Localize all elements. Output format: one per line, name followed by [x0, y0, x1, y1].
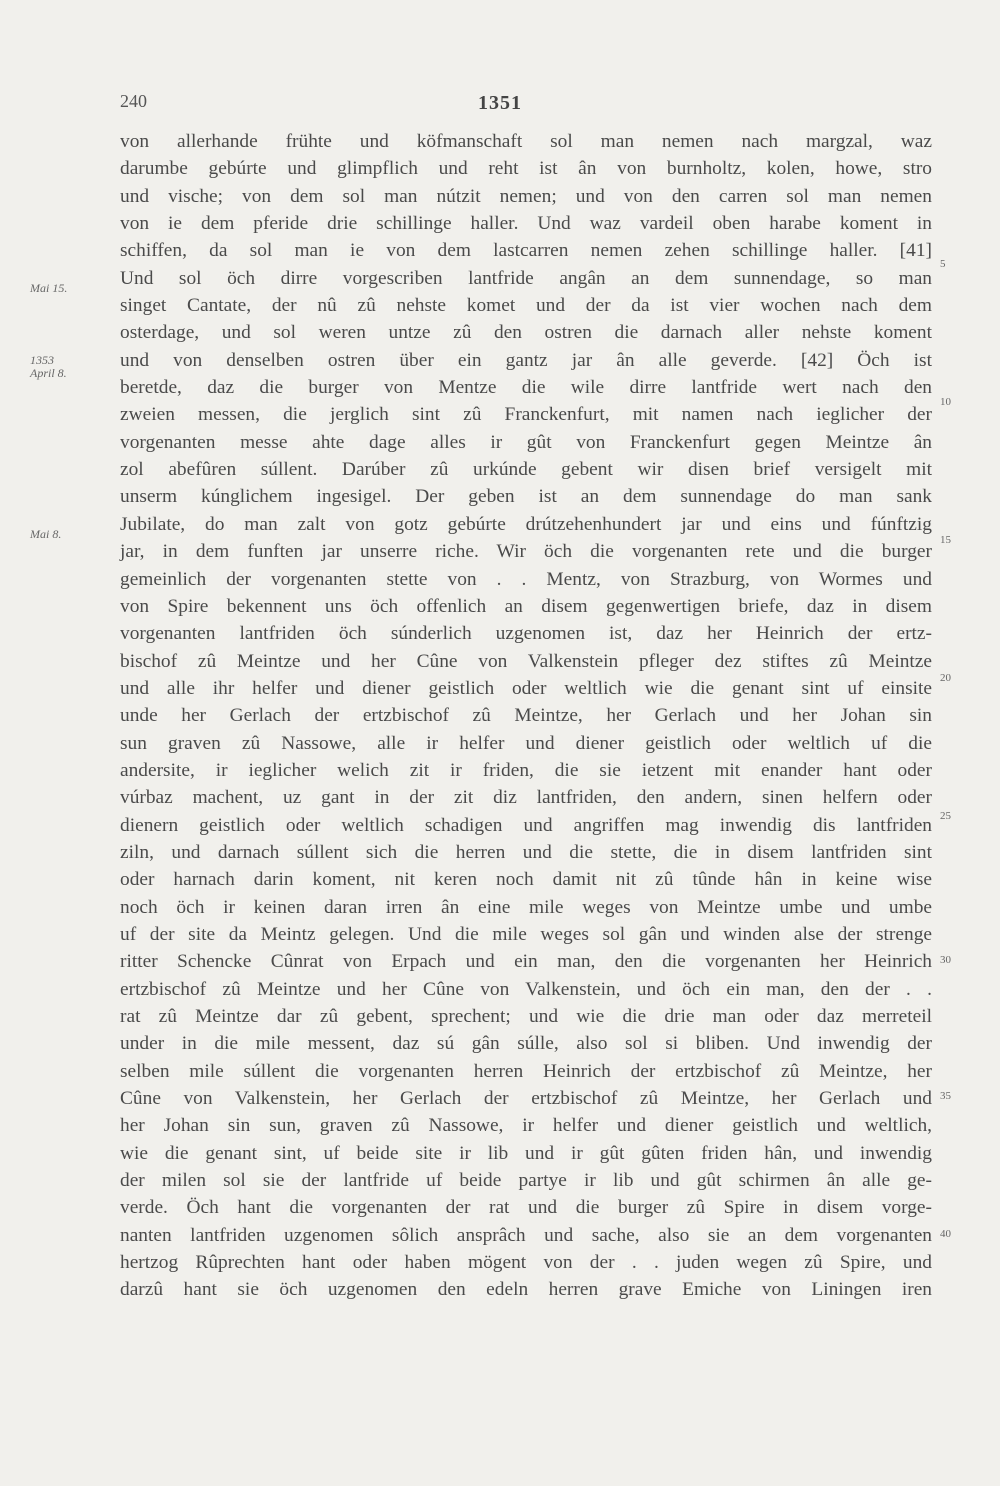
page-number: 240	[120, 91, 147, 111]
text-line: Cûne von Valkenstein, her Gerlach der ertzbischof zû Meintze, her Gerlach und	[120, 1088, 932, 1110]
line-number-10: 10	[940, 396, 951, 408]
text-line: vúrbaz machent, uz gant in der zit diz lantfriden, den andern, sinen helfern oder	[120, 787, 932, 809]
text-line: singet Cantate, der nû zû nehste komet und der da ist vier wochen nach dem	[120, 295, 932, 317]
text-line: und alle ihr helfer und diener geistlich oder weltlich wie die genant sint uf einsite	[120, 677, 932, 699]
text-line: vorgenanten messe ahte dage alles ir gût von Franckenfurt gegen Meintze ân	[120, 431, 932, 453]
text-line: der milen sol sie der lantfride uf beide partye ir lib und gût schirmen ân alle ge-	[120, 1170, 932, 1192]
text-line: zol abefûren súllent. Darúber zû urkúnde gebent wir disen brief versigelt mit	[120, 459, 932, 481]
text-line: ertzbischof zû Meintze und her Cûne von Valkenstein, und öch ein man, den der . .	[120, 978, 932, 1000]
text-line: sun graven zû Nassowe, alle ir helfer und diener geistlich oder weltlich uf die	[120, 732, 932, 754]
text-line: darumbe gebúrte und glimpflich und reht ist ân von burnholtz, kolen, howe, stro	[120, 158, 932, 180]
margin-date-year-1353: 1353	[30, 353, 54, 367]
text-line: hertzog Rûprechten hant oder haben mögent von der . . juden wegen zû Spire, und	[120, 1252, 932, 1274]
text-line: her Johan sin sun, graven zû Nassowe, ir helfer und diener geistlich und weltlich,	[120, 1115, 932, 1137]
text-line: oder harnach darin koment, nit keren noch damit nit zû tûnde hân in keine wise	[120, 869, 932, 891]
text-line: von ie dem pferide drie schillinge haller. Und waz vardeil oben harabe koment in	[120, 213, 932, 235]
text-line: und vische; von dem sol man nútzit nemen; und von den carren sol man nemen	[120, 185, 932, 207]
text-line: selben mile súllent die vorgenanten herren Heinrich der ertzbischof zû Meintze, her	[120, 1060, 932, 1082]
text-line: unserm kúnglichem ingesigel. Der geben ist an dem sunnendage do man sank	[120, 486, 932, 508]
line-number-40: 40	[940, 1228, 951, 1240]
text-line: verde. Öch hant die vorgenanten der rat und die burger zû Spire in disem vorge-	[120, 1197, 932, 1219]
text-line: von Spire bekennent uns öch offenlich an disem gegenwertigen briefe, daz in disem	[120, 595, 932, 617]
text-line: jar, in dem funften jar unserre riche. Wir öch die vorgenanten rete und die burger	[120, 541, 932, 563]
text-line: uf der site da Meintz gelegen. Und die mile weges sol gân und winden alse der strenge	[120, 923, 932, 945]
text-line: nanten lantfriden uzgenomen sôlich ansprâch und sache, also sie an dem vorgenanten	[120, 1224, 932, 1246]
line-number-35: 35	[940, 1090, 951, 1102]
text-line: beretde, daz die burger von Mentze die wile dirre lantfride wert nach den	[120, 377, 932, 399]
text-line: ritter Schencke Cûnrat von Erpach und ein man, den die vorgenanten her Heinrich	[120, 951, 932, 973]
margin-date-mai-15: Mai 15.	[30, 281, 68, 295]
text-line: wie die genant sint, uf beide site ir lib und ir gût gûten friden hân, und inwendig	[120, 1142, 932, 1164]
text-line: von allerhande frühte und köfmanschaft sol man nemen nach margzal, waz	[120, 131, 932, 152]
text-line: bischof zû Meintze und her Cûne von Valkenstein pfleger dez stiftes zû Meintze	[120, 650, 932, 672]
text-line: vorgenanten lantfriden öch súnderlich uzgenomen ist, daz her Heinrich der ertz-	[120, 623, 932, 645]
line-number-15: 15	[940, 534, 951, 546]
text-line: Und sol öch dirre vorgescriben lantfride angân an dem sunnendage, so man	[120, 267, 932, 289]
text-line: schiffen, da sol man ie von dem lastcarren nemen zehen schillinge haller. [41]	[120, 240, 932, 262]
text-line: under in die mile messent, daz sú gân súlle, also sol si bliben. Und inwendig der	[120, 1033, 932, 1055]
margin-date-mai-8: Mai 8.	[30, 527, 62, 541]
text-line: gemeinlich der vorgenanten stette von . . Mentz, von Strazburg, von Wormes und	[120, 568, 932, 590]
year-heading: 1351	[478, 92, 522, 114]
text-line: ziln, und darnach súllent sich die herren und die stette, die in disem lantfriden sint	[120, 841, 932, 863]
text-line: und von denselben ostren über ein gantz jar ân alle geverde. [42] Öch ist	[120, 349, 932, 371]
text-line: rat zû Meintze dar zû gebent, sprechent; und wie die drie man oder daz merreteil	[120, 1006, 932, 1027]
text-line: zweien messen, die jerglich sint zû Franckenfurt, mit namen nach ieglicher der	[120, 404, 932, 426]
text-line: dienern geistlich oder weltlich schadigen und angriffen mag inwendig dis lantfriden	[120, 814, 932, 836]
text-line: osterdage, und sol weren untze zû den ostren die darnach aller nehste koment	[120, 322, 932, 344]
line-number-5: 5	[940, 258, 946, 270]
text-line: Jubilate, do man zalt von gotz gebúrte drútzehenhundert jar und eins und fúnftzig	[120, 513, 932, 535]
text-line: darzû hant sie öch uzgenomen den edeln herren grave Emiche von Liningen iren	[120, 1279, 932, 1301]
line-number-30: 30	[940, 954, 951, 966]
text-line: noch öch ir keinen daran irren ân eine mile weges von Meintze umbe und umbe	[120, 896, 932, 918]
margin-date-april-8: April 8.	[30, 366, 67, 380]
line-number-25: 25	[940, 810, 951, 822]
text-line: unde her Gerlach der ertzbischof zû Meintze, her Gerlach und her Johan sin	[120, 705, 932, 727]
body-text	[120, 128, 932, 1304]
text-line: andersite, ir ieglicher welich zit ir friden, die sie ietzent mit enander hant oder	[120, 759, 932, 781]
line-number-20: 20	[940, 672, 951, 684]
